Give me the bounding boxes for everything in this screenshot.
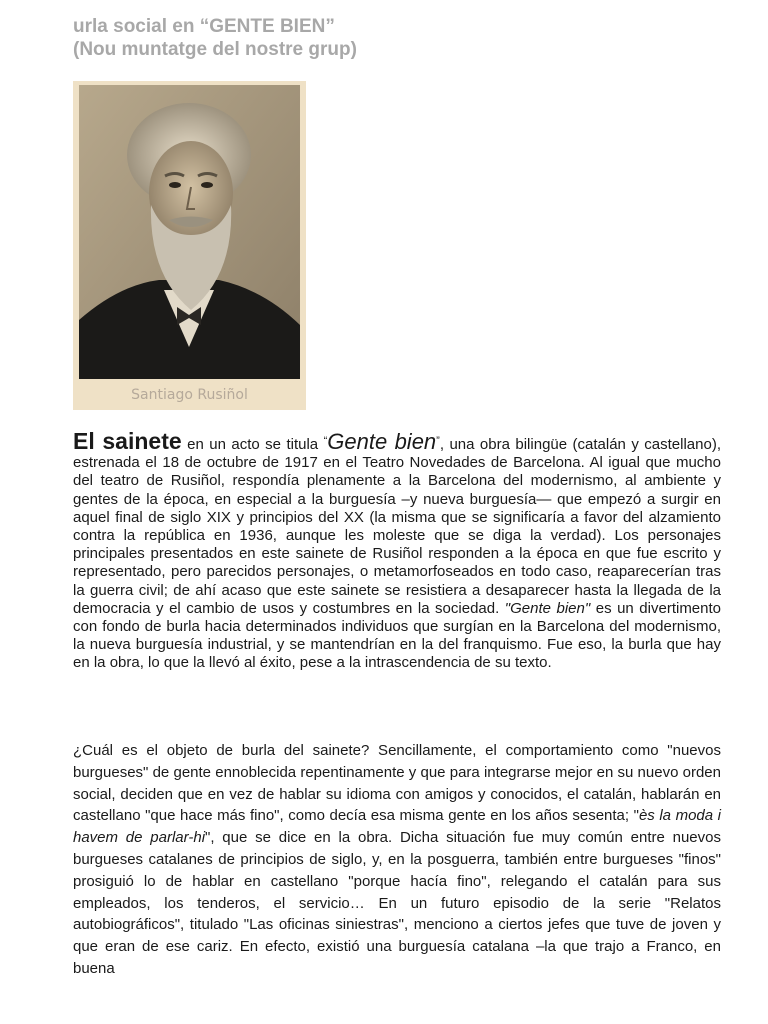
paragraph-text: es un divertimento con fondo de burla hacia determinados individuos que surgían en la Barcelona del modernismo, la nueva burguesía industrial, y se mantendrían en la del franquismo. Fue eso, la burla que hay en la obra, lo que la llevó al éxito, pese a la intrascendencia de su texto. — [73, 599, 722, 672]
portrait-caption: Santiago Rusiñol — [131, 387, 248, 403]
play-title: Gente bien — [327, 429, 437, 454]
heading-line-1: urla social en “GENTE BIEN” — [73, 16, 335, 37]
body-paragraph-2 — [73, 740, 721, 980]
paragraph-text: , una obra bilingüe (catalán y castellano), estrenada el 18 de octubre de 1917 en el Teatro Novedades de Barcelona. Al igual que mucho del teatro de Rusiñol, respondía plenamente a la Barcelona del modernismo, al ambiente y gentes de la época, en especial a la burguesía –y nueva burguesía— que empezó a surgir en aquel final de siglo XIX y principios del XX (la misma que se significaría a favor del alzamiento contra la república en 1936, aunque les moleste que se diga la verdad). Los personajes principales presentados en este sainete de Rusiñol responden a la época en que fue escrito y representado, pero parecidos personajes, o metamorfoseados en todo caso, reaparecerían tras la guerra civil; de ahí acaso que este sainete se resistiera a desaparecer hasta la llegada de la democracia y el cambio de usos y costumbres en la sociedad. — [73, 436, 721, 617]
paragraph-text: en un acto se titula — [181, 436, 324, 453]
lead-text: El sainete — [73, 428, 182, 454]
paragraph-text: ", que se dice en la obra. Dicha situación fue muy común entre nuevos burgueses catalanes de principios de siglo, y, en la posguerra, también entre burgueses "finos" prosiguió lo de hablar en castellano "porque hacía fino", relegando el catalán para sus empleados, los tenderos, el servicio… En un futuro episodio de la serie "Relatos autobiográficos", titulado "Las oficinas siniestras", menciono a ciertos jefes que tuve de joven y que eran de ese cariz. En efecto, existió una burguesía catalana –la que trajo a Franco, en buena — [73, 829, 721, 977]
paragraph-text: ¿Cuál es el objeto de burla del sainete? Sencillamente, el comportamiento como "nuevos burgueses" de gente ennoblecida repentinamente y que para integrarse mejor en su nuevo orden social, deciden que en vez de hablar su idioma con amigos y conocidos, el catalán, hablarán en castellano "que hace más fino", como decía esa misma gente en los años sesenta; " — [73, 742, 721, 825]
body-paragraph-1 — [73, 428, 722, 673]
section-heading — [73, 15, 713, 61]
portrait-photo-icon — [79, 85, 300, 379]
heading-line-2: (Nou muntatge del nostre grup) — [73, 39, 357, 60]
portrait-figure — [73, 81, 306, 410]
quote-open: “ — [323, 435, 328, 447]
quote-close: ” — [436, 435, 440, 447]
catalan-quote: ès la moda i havem de parlar-hi — [73, 807, 722, 847]
play-title-inline: "Gente bien" — [504, 599, 591, 617]
